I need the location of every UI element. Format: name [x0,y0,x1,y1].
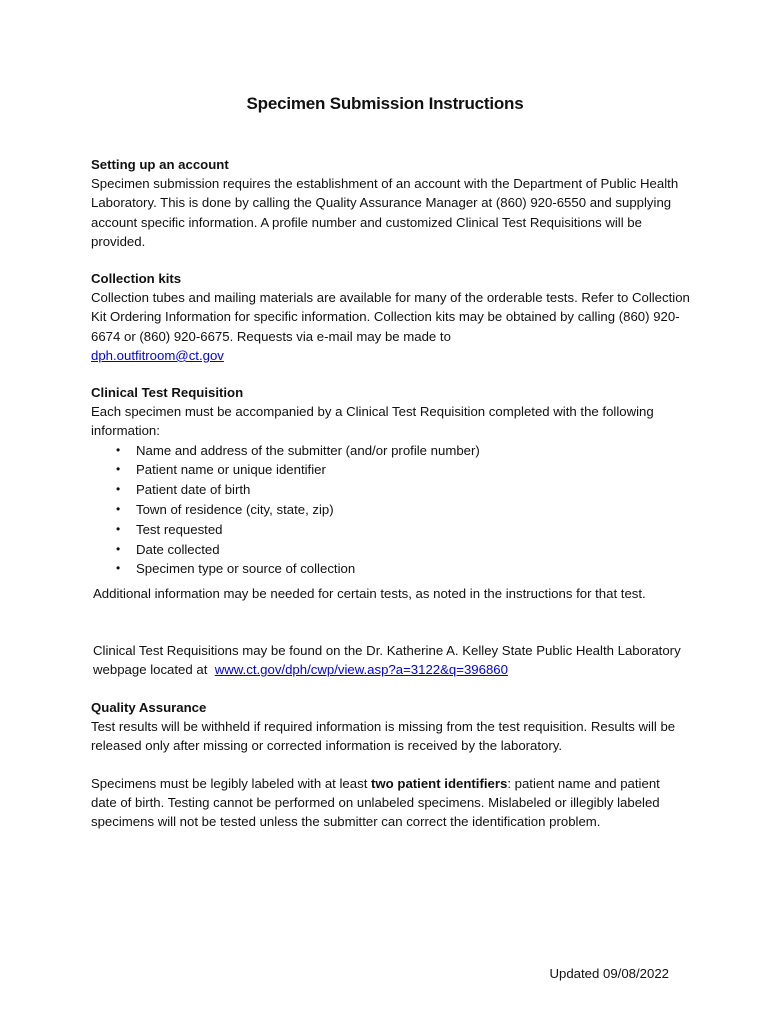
bullet-icon: • [116,502,121,516]
requisition-location [93,641,693,679]
additional-info-paragraph: Additional information may be needed for certain tests, as noted in the instructions for that test. [93,586,646,601]
updated-date: Updated 09/08/2022 [549,966,669,981]
section-heading-collection-kits: Collection kits [91,271,182,286]
page-title: Specimen Submission Instructions [246,94,524,113]
list-item: • Patient date of birth [91,480,691,500]
section-quality-assurance [91,698,691,756]
bullet-icon: • [116,561,121,576]
list-item: • Name and address of the submitter (and/or profile number) [91,441,691,461]
labeling-paragraph [91,774,661,832]
bullet-icon: • [116,442,121,457]
list-item: • Patient name or unique identifier [91,460,691,480]
labeling-text-before: Specimens must be legibly labeled with at least [91,776,368,791]
requisition-intro: Each specimen must be accompanied by a Clinical Test Requisition completed with the following information: [91,404,654,439]
bullet-icon: • [116,482,121,497]
collection-kits-paragraph [91,288,691,365]
collection-kits-text: Collection tubes and mailing materials are available for many of the orderable tests. Refer to Collection Kit Ordering Information for specific information. Collection kits may be obtained by calling (860) 920-6674 or (860) 920-6675. Requests via e-mail may be made to [91,290,690,344]
labeling-requirements [91,774,661,832]
section-heading-quality: Quality Assurance [91,700,207,715]
list-item: • Test requested [91,520,691,540]
bullet-icon: • [116,541,121,556]
quality-paragraph: Test results will be withheld if required information is missing from the test requisition. Results will be released only after missing or corrected information is received by the laboratory. [91,719,676,754]
email-link[interactable]: dph.outfitroom@ct.gov [91,347,224,363]
section-collection-kits [91,269,691,365]
additional-info [93,584,693,603]
requisition-webpage-link[interactable]: www.ct.gov/dph/cwp/view.asp?a=3122&q=396860 [214,662,508,678]
list-item: • Specimen type or source of collection [91,559,691,579]
section-heading-requisition: Clinical Test Requisition [91,385,244,400]
list-item: • Date collected [91,540,691,560]
list-item: • Town of residence (city, state, zip) [91,500,691,520]
requisition-location-paragraph [93,641,693,679]
account-paragraph: Specimen submission requires the establishment of an account with the Department of Public Health Laboratory. This is done by calling the Quality Assurance Manager at (860) 920-6550 and supplying account specific information. A profile number and customized Clinical Test Requisitions will be provided. [91,176,679,249]
section-heading-account: Setting up an account [91,157,229,172]
requisition-list [91,441,691,580]
section-requisition [91,383,691,579]
bullet-icon: • [116,521,121,536]
labeling-text-after: : patient name and patient date of birth. Testing cannot be performed on unlabeled specimens. Mislabeled or illegibly labeled specimens will not be tested unless the submitter can correct the identification problem. [91,776,660,830]
section-account [91,155,691,251]
labeling-emphasis: two patient identifiers [371,776,508,791]
bullet-icon: • [116,462,121,477]
requisition-location-text: Clinical Test Requisitions may be found on the Dr. Katherine A. Kelley State Public Health Laboratory webpage located at [93,643,681,678]
